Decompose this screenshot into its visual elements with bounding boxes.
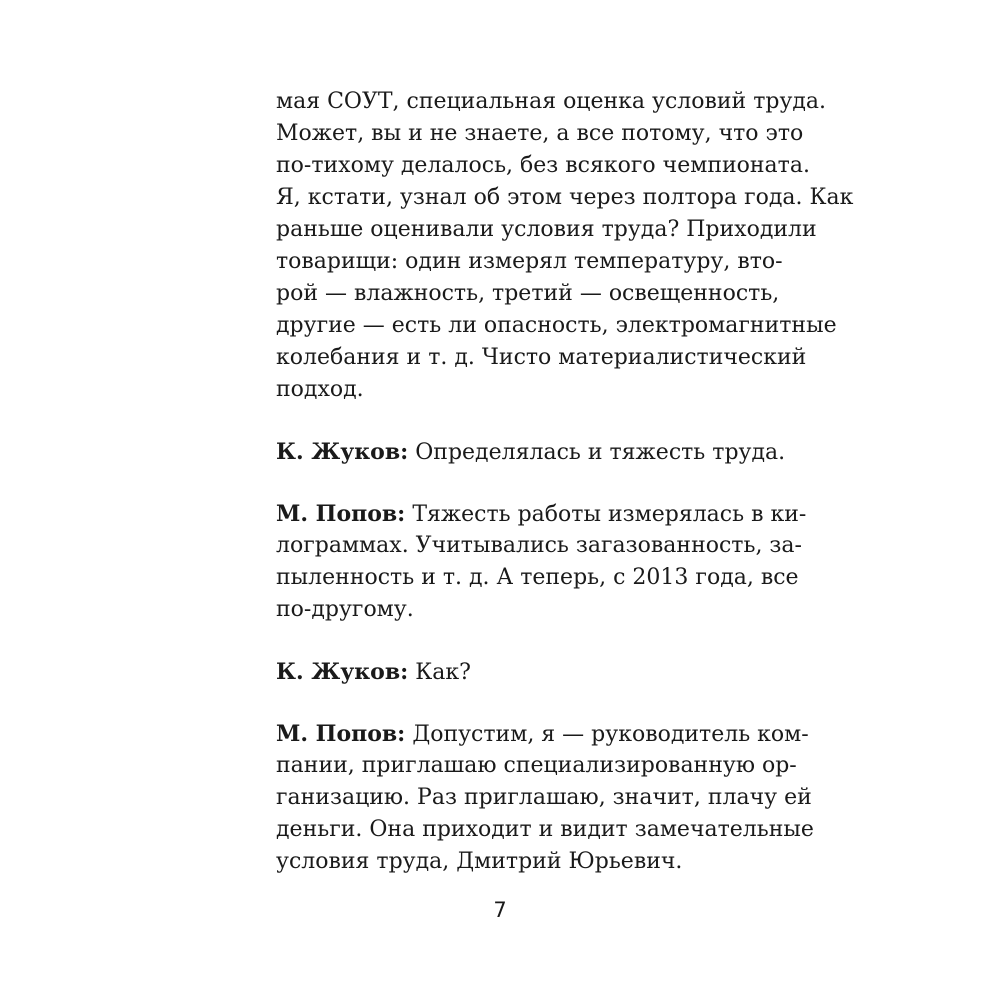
text-line bbox=[276, 656, 724, 688]
speaker-name: К. Жуков: bbox=[276, 439, 409, 465]
text-line bbox=[276, 498, 807, 530]
text-line: по-тихому делалось, без всякого чемпионата. bbox=[276, 153, 810, 178]
speaker-name: М. Попов: bbox=[276, 721, 406, 747]
speech-text: Допустим, я — руководитель ком- bbox=[412, 722, 809, 747]
text-line bbox=[276, 718, 809, 750]
paragraph-zhukov-1 bbox=[276, 436, 786, 468]
text-line: Может, вы и не знаете, а все потому, что это bbox=[276, 121, 804, 146]
paragraph-narrative bbox=[276, 86, 854, 406]
text-line: деньги. Она приходит и видит замечательные bbox=[276, 817, 814, 842]
text-line: рой — влажность, третий — освещенность, bbox=[276, 281, 780, 306]
body-text bbox=[276, 86, 854, 908]
text-line: Я, кстати, узнал об этом через полтора года. Как bbox=[276, 185, 854, 210]
text-line: пыленность и т. д. А теперь, с 2013 года, все bbox=[276, 565, 799, 590]
text-line: мая СОУТ, специальная оценка условий труда. bbox=[276, 89, 827, 114]
text-line: ганизацию. Раз приглашаю, значит, плачу ей bbox=[276, 785, 812, 810]
text-line: колебания и т. д. Чисто материалистический bbox=[276, 345, 807, 370]
speech-text: Определялась и тяжесть труда. bbox=[415, 440, 786, 465]
speech-text: Тяжесть работы измерялась в ки- bbox=[412, 502, 807, 527]
text-line: пании, приглашаю специализированную ор- bbox=[276, 753, 797, 778]
text-line: лограммах. Учитывались загазованность, за- bbox=[276, 533, 802, 558]
speaker-name: М. Попов: bbox=[276, 501, 406, 527]
speech-text: Как? bbox=[415, 660, 471, 685]
text-line bbox=[276, 436, 786, 468]
text-line: по-другому. bbox=[276, 597, 414, 622]
paragraph-zhukov-2 bbox=[276, 656, 724, 688]
text-line: другие — есть ли опасность, электромагнитные bbox=[276, 313, 837, 338]
paragraph-popov-2 bbox=[276, 718, 814, 878]
text-line: подход. bbox=[276, 377, 364, 402]
text-line: раньше оценивали условия труда? Приходили bbox=[276, 217, 817, 242]
text-line: условия труда, Дмитрий Юрьевич. bbox=[276, 849, 683, 874]
page-number: 7 bbox=[493, 898, 507, 922]
speaker-name: К. Жуков: bbox=[276, 659, 409, 685]
paragraph-popov-1 bbox=[276, 498, 807, 626]
text-line: товарищи: один измерял температуру, вто- bbox=[276, 249, 783, 274]
